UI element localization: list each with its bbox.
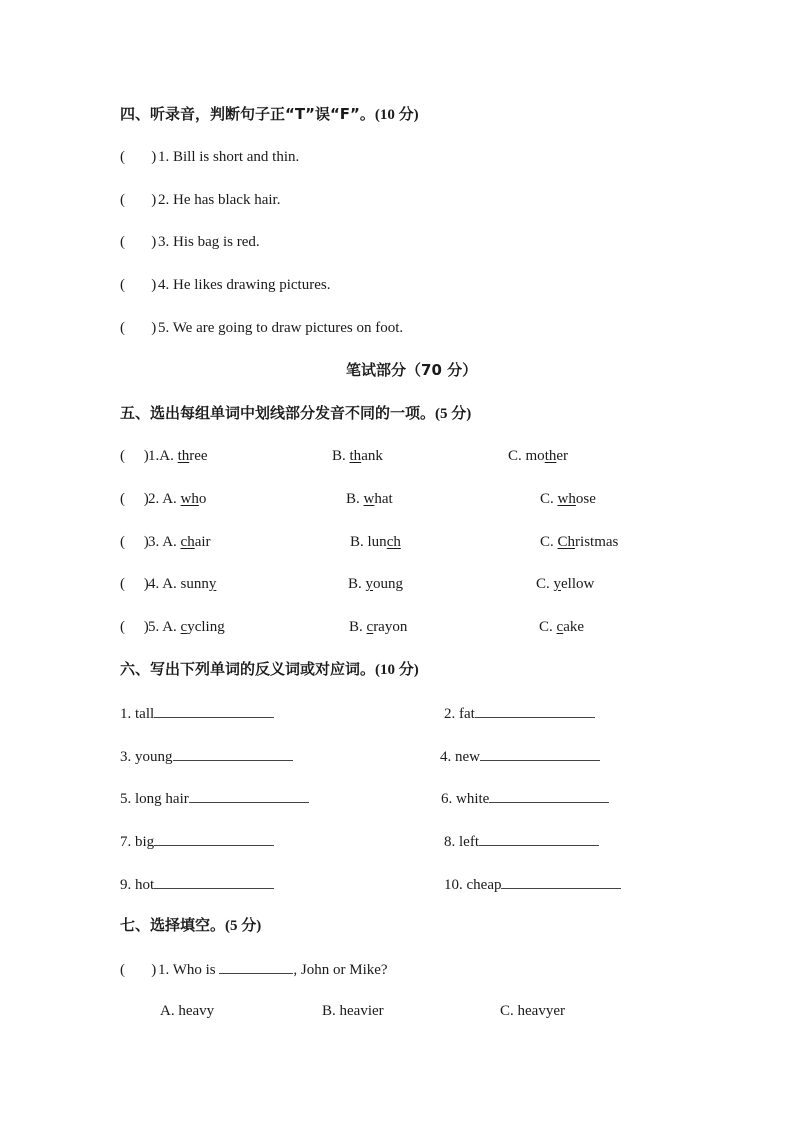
option-c[interactable] <box>540 534 618 550</box>
word-part: C. <box>536 576 554 592</box>
word-prompt: 8. left <box>444 834 479 850</box>
item-number: 5. <box>148 619 163 635</box>
option-b[interactable]: B. heavier <box>322 1003 384 1019</box>
section-5-item <box>120 618 225 636</box>
word-part: rayon <box>373 619 408 635</box>
option-a[interactable] <box>162 491 206 507</box>
underlined-letters: y <box>365 576 374 592</box>
word-part: B. <box>346 491 364 507</box>
option-a[interactable] <box>159 448 207 464</box>
item-text: 2. He has black hair. <box>158 192 281 208</box>
antonym-item <box>444 703 595 723</box>
word-prompt: 9. hot <box>120 877 155 893</box>
word-part: C. <box>508 448 526 464</box>
word-part: ake <box>563 619 585 635</box>
underlined-letters: Ch <box>557 534 576 550</box>
item-number: 1. <box>148 448 160 464</box>
answer-paren[interactable]: ( ) <box>120 491 149 507</box>
answer-blank[interactable] <box>173 746 293 761</box>
word-part: B. <box>332 448 350 464</box>
answer-paren[interactable]: ( ) <box>120 619 149 635</box>
section-7-score: (5 分) <box>225 918 262 934</box>
section-5-item <box>120 575 216 593</box>
option-a[interactable] <box>162 534 210 550</box>
word-prompt: 2. fat <box>444 706 475 722</box>
word-part: C. <box>540 491 558 507</box>
section-4-item <box>120 276 330 294</box>
word-part: lun <box>367 534 387 550</box>
antonym-item <box>120 874 274 894</box>
section-4-item <box>120 191 280 209</box>
section-5-score: (5 分) <box>435 406 472 422</box>
word-prompt: 5. long hair <box>120 791 189 807</box>
fill-blank[interactable] <box>219 959 293 974</box>
word-part: A. <box>162 491 181 507</box>
question-text-end: , John or Mike? <box>293 962 388 978</box>
underlined-letters: th <box>349 448 362 464</box>
underlined-letters: ch <box>180 534 195 550</box>
section-4-item <box>120 233 260 251</box>
underlined-letters: y <box>553 576 562 592</box>
question-text-start: 1. Who is <box>158 962 220 978</box>
word-part: A. <box>162 619 181 635</box>
option-c[interactable] <box>536 576 594 592</box>
section-5-item <box>120 490 206 508</box>
option-b[interactable] <box>346 491 393 507</box>
word-part: C. <box>540 534 558 550</box>
answer-paren[interactable]: ( ) <box>120 320 157 336</box>
item-text: 1. Bill is short and thin. <box>158 149 300 165</box>
underlined-letters: wh <box>557 491 576 507</box>
antonym-item <box>441 788 609 808</box>
item-text: 4. He likes drawing pictures. <box>158 277 331 293</box>
section-7-item <box>120 959 388 979</box>
answer-paren[interactable]: ( ) <box>120 576 149 592</box>
word-prompt: 6. white <box>441 791 490 807</box>
antonym-item <box>120 788 309 808</box>
option-a[interactable]: A. heavy <box>160 1003 215 1019</box>
option-c[interactable] <box>540 491 596 507</box>
answer-blank[interactable] <box>154 874 274 889</box>
answer-blank[interactable] <box>479 831 599 846</box>
answer-paren[interactable]: ( ) <box>120 234 157 250</box>
underlined-letters: w <box>363 491 375 507</box>
underlined-letters: c <box>366 619 374 635</box>
underlined-letters: th <box>177 448 190 464</box>
section-7-heading <box>120 916 261 935</box>
section-4-score: (10 分) <box>374 107 419 123</box>
section-5-heading-text: 五、选出每组单词中划线部分发音不同的一项。 <box>120 404 436 422</box>
section-5-item <box>120 533 211 551</box>
antonym-item <box>120 703 274 723</box>
option-b[interactable] <box>332 448 383 464</box>
answer-blank[interactable] <box>154 831 274 846</box>
word-prompt: 7. big <box>120 834 155 850</box>
underlined-letters: c <box>180 619 188 635</box>
underlined-letters: th <box>544 448 557 464</box>
answer-blank[interactable] <box>154 703 274 718</box>
item-number: 3. <box>148 534 163 550</box>
section-7-heading-text: 七、选择填空。 <box>120 916 226 934</box>
word-part: air <box>194 534 211 550</box>
word-part: er <box>556 448 569 464</box>
answer-paren[interactable]: ( ) <box>120 962 157 978</box>
underlined-letters: wh <box>180 491 199 507</box>
answer-blank[interactable] <box>480 746 600 761</box>
item-number: 4. <box>148 576 163 592</box>
answer-paren[interactable]: ( ) <box>120 149 157 165</box>
word-part: sunn <box>180 576 209 592</box>
answer-blank[interactable] <box>475 703 595 718</box>
antonym-item <box>444 831 599 851</box>
section-4-heading <box>120 105 419 124</box>
word-part: B. <box>350 534 368 550</box>
word-part: ycling <box>187 619 225 635</box>
word-part: A. <box>162 576 181 592</box>
answer-paren[interactable]: ( ) <box>120 448 149 464</box>
section-4-heading-text: 四、听录音，判断句子正“T”误“F”。 <box>120 105 375 123</box>
answer-blank[interactable] <box>189 788 309 803</box>
answer-paren[interactable]: ( ) <box>120 192 157 208</box>
word-part: C. <box>539 619 557 635</box>
item-number: 2. <box>148 491 163 507</box>
option-b[interactable] <box>350 534 401 550</box>
item-text: 5. We are going to draw pictures on foot. <box>158 320 404 336</box>
word-part: ank <box>361 448 383 464</box>
word-part: ose <box>575 491 596 507</box>
antonym-item <box>440 746 600 766</box>
word-part: A. <box>162 534 181 550</box>
answer-paren[interactable]: ( ) <box>120 534 149 550</box>
answer-paren[interactable]: ( ) <box>120 277 157 293</box>
antonym-item <box>120 746 293 766</box>
underlined-letters: c <box>556 619 564 635</box>
option-a[interactable] <box>162 619 225 635</box>
word-part: B. <box>348 576 366 592</box>
option-b[interactable] <box>348 576 403 592</box>
word-part: B. <box>349 619 367 635</box>
section-6-heading <box>120 660 419 679</box>
word-part: ellow <box>561 576 595 592</box>
section-5-heading <box>120 404 471 423</box>
word-prompt: 10. cheap <box>444 877 502 893</box>
word-prompt: 3. young <box>120 749 173 765</box>
word-prompt: 4. new <box>440 749 480 765</box>
option-a[interactable] <box>162 576 216 592</box>
written-part-title: 笔试部分（70 分） <box>346 361 478 379</box>
section-6-heading-text: 六、写出下列单词的反义词或对应词。 <box>120 660 376 678</box>
underlined-letters: ch <box>386 534 401 550</box>
word-part: o <box>198 491 207 507</box>
antonym-item <box>120 831 274 851</box>
word-part: oung <box>373 576 404 592</box>
word-part: ree <box>189 448 208 464</box>
underlined-letters: y <box>208 576 217 592</box>
option-c[interactable] <box>539 619 584 635</box>
word-prompt: 1. tall <box>120 706 155 722</box>
option-c[interactable]: C. heavyer <box>500 1003 565 1019</box>
word-part: A. <box>159 448 178 464</box>
option-c[interactable] <box>508 448 568 464</box>
section-5-item <box>120 447 208 465</box>
word-part: ristmas <box>575 534 619 550</box>
section-6-score: (10 分) <box>375 662 419 678</box>
section-4-item <box>120 319 403 337</box>
antonym-item <box>444 874 621 894</box>
section-4-item <box>120 148 299 166</box>
answer-blank[interactable] <box>501 874 621 889</box>
option-b[interactable] <box>349 619 407 635</box>
word-part: hat <box>374 491 393 507</box>
item-text: 3. His bag is red. <box>158 234 260 250</box>
word-part: mo <box>525 448 545 464</box>
answer-blank[interactable] <box>489 788 609 803</box>
